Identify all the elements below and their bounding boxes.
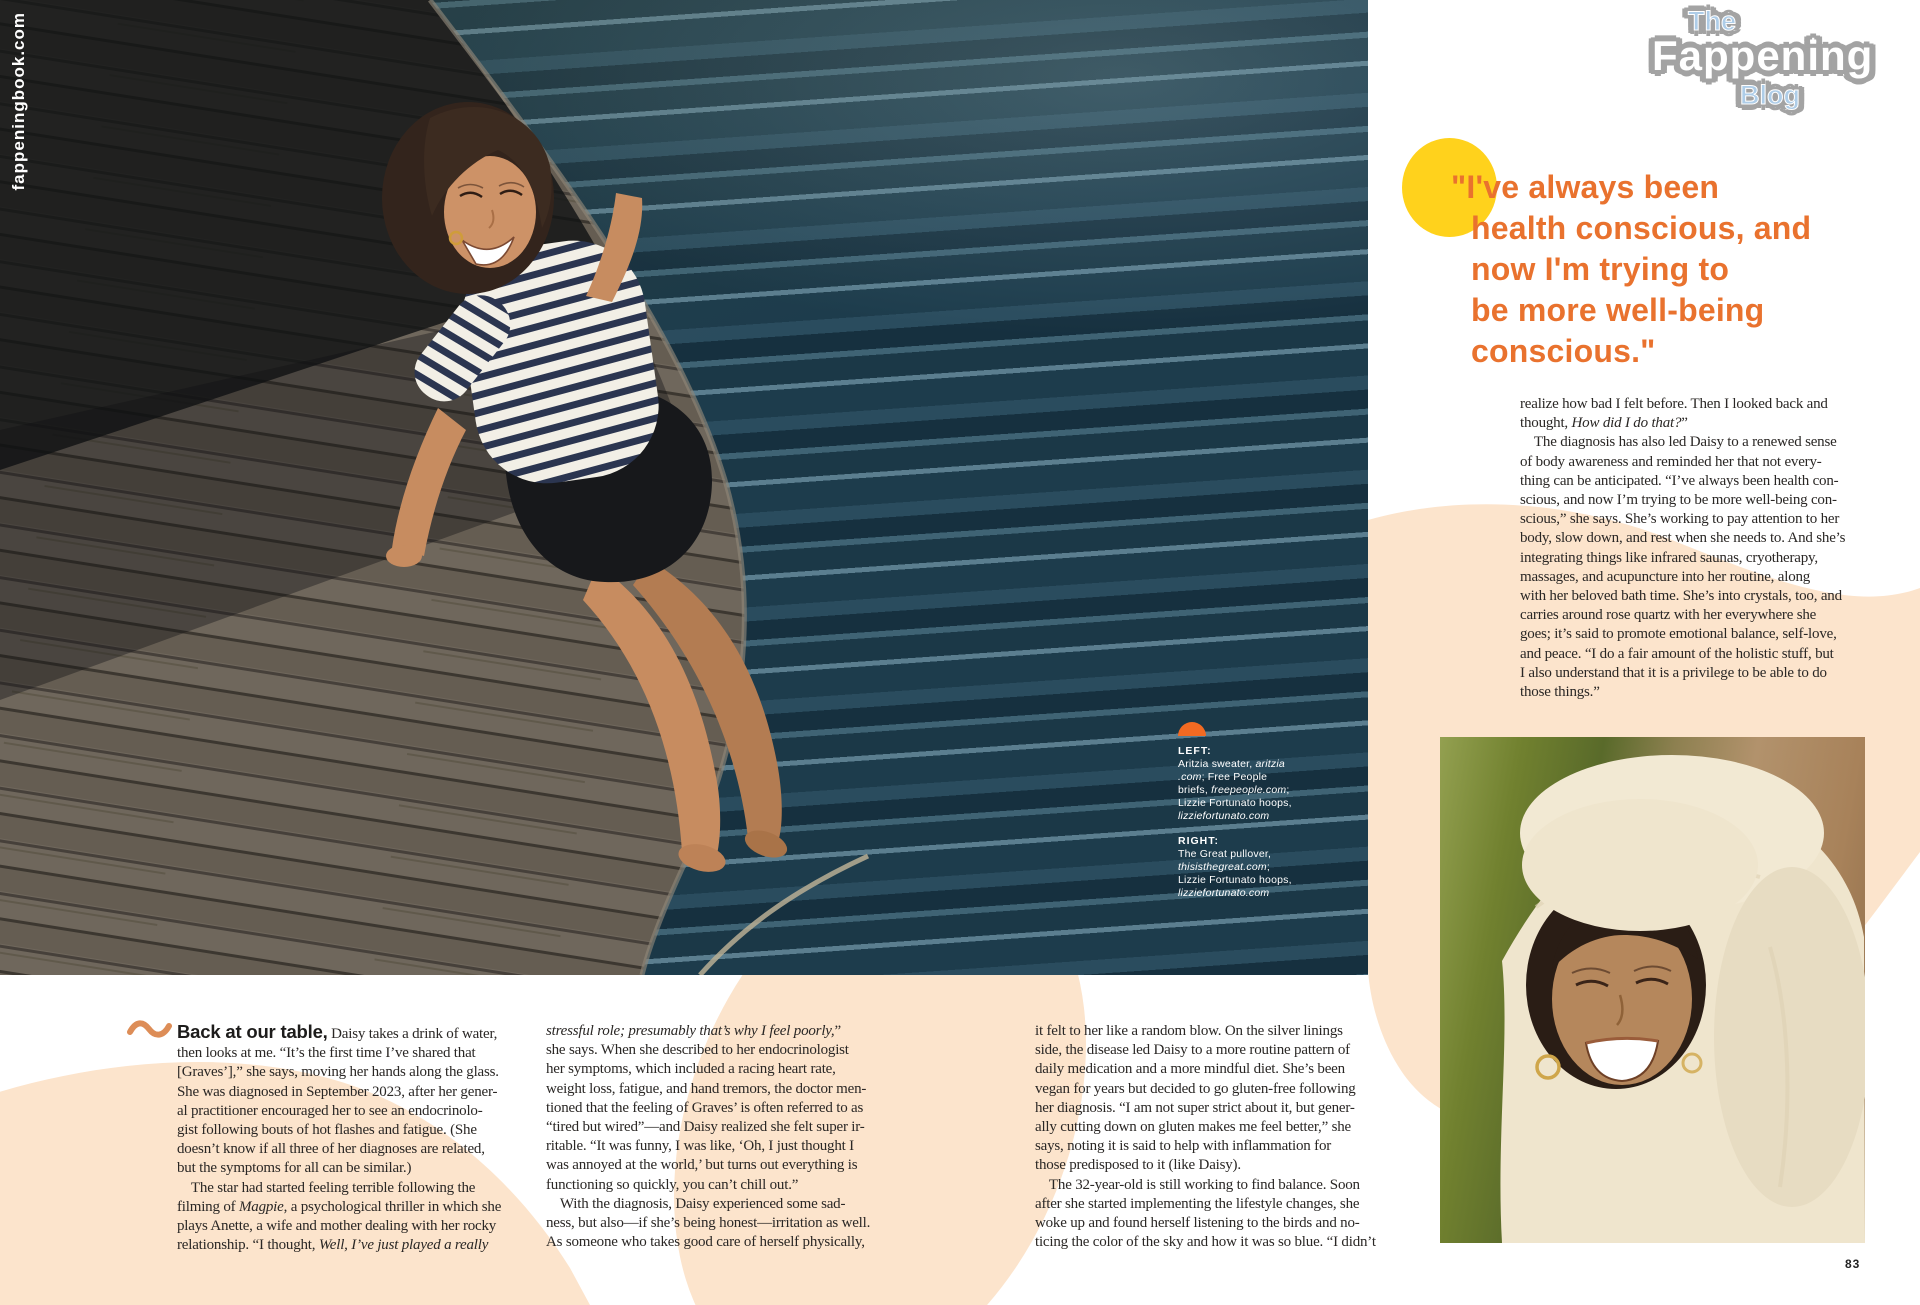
article-column-2 [546, 1022, 896, 1252]
text-line: ritable. “It was funny, I was like, ‘Oh, I just thought I [546, 1138, 854, 1155]
text-line: I also understand that it is a privilege to be able to do [1520, 664, 1827, 681]
fappening-blog-logo [1648, 4, 1878, 122]
text-line: be more well-being [1471, 292, 1765, 328]
page-number: 83 [1845, 1257, 1861, 1271]
text-line: and peace. “I do a fair amount of the holistic stuff, but [1520, 645, 1834, 662]
text-line: realize how bad I felt before. Then I looked back and [1520, 396, 1828, 412]
text-line: thisisthegreat.com; [1178, 861, 1270, 873]
credit-right-label: RIGHT: [1178, 835, 1219, 847]
text-line: those things.” [1520, 684, 1600, 701]
text-line: thought, How did I do that?” [1520, 415, 1688, 432]
photo-smiling-woman [1440, 737, 1865, 1243]
text-line: The Great pullover, [1178, 848, 1272, 860]
orange-semicircle-icon [1178, 722, 1206, 736]
text-line: [Graves’],” she says, moving her hands along the glass. [177, 1064, 499, 1081]
text-line: with her beloved bath time. She’s into crystals, too, and [1520, 588, 1842, 605]
logo-the: The [1688, 6, 1737, 36]
photo-credits [1178, 722, 1308, 912]
text-line: health conscious, and [1471, 210, 1812, 246]
text-line: integrating things like infrared saunas, cryotherapy, [1520, 549, 1818, 566]
text-line: side, the disease led Daisy to a more routine pattern of [1035, 1042, 1350, 1059]
text-line: ally cutting down on gluten makes me feel better,” she [1035, 1119, 1351, 1136]
credit-right-group [1178, 835, 1308, 900]
text-line: plays Anette, a wife and mother dealing with her rocky [177, 1218, 497, 1235]
squiggle-icon [126, 1016, 172, 1042]
text-line: after she started implementing the lifestyle changes, she [1035, 1195, 1360, 1212]
text-line: vegan for years but decided to go gluten-free following [1035, 1080, 1356, 1097]
text-line: .com; Free People [1178, 771, 1268, 783]
text-line: ness, but also—if she’s being honest—irritation as well. [546, 1215, 871, 1232]
text-line: body, slow down, and rest when she needs to. And she’s [1520, 530, 1846, 547]
credit-left-group [1178, 745, 1308, 823]
text-line: stressful role; presumably that’s why I feel poorly,” [546, 1023, 841, 1039]
text-line: “tired but wired”—and Daisy realized she felt super ir- [546, 1119, 865, 1136]
text-line: but the symptoms for all can be similar.) [177, 1160, 412, 1177]
text-line: weight loss, fatigue, and hand tremors, the doctor men- [546, 1080, 867, 1097]
sweater-portrait-art [1440, 737, 1865, 1243]
text-line: As someone who takes good care of herself physically, [546, 1234, 865, 1251]
text-line: those predisposed to it (like Daisy). [1035, 1157, 1241, 1174]
text-line: The star had started feeling terrible following the [177, 1179, 476, 1196]
text-line: she says. When she described to her endocrinologist [546, 1042, 849, 1059]
text-line: She was diagnosed in September 2023, after her gener- [177, 1083, 498, 1100]
text-line: "I've always been [1451, 169, 1720, 205]
text-line: then looks at me. “It’s the first time I’ve shared that [177, 1045, 476, 1062]
watermark-site-url: fappeningbook.com [9, 12, 28, 191]
text-line: scious, and now I’m trying to be more well-being con- [1520, 492, 1837, 509]
text-line: says, noting it is said to help with inflammation for [1035, 1138, 1332, 1155]
text-line: gist following bouts of hot flashes and fatigue. (She [177, 1122, 477, 1139]
text-line: doesn’t know if all three of her diagnoses are related, [177, 1141, 485, 1158]
text-line: al practitioner encouraged her to see an endocrinolo- [177, 1102, 483, 1119]
text-line: Lizzie Fortunato hoops, [1178, 797, 1292, 809]
text-line: Lizzie Fortunato hoops, [1178, 874, 1292, 886]
text-line: scious,” she says. She’s working to pay attention to her [1520, 511, 1840, 528]
rope [700, 856, 868, 975]
text-line: carries around rose quartz with her everywhere she [1520, 607, 1817, 624]
text-line: functioning so quickly, you can’t chill out.” [546, 1176, 799, 1193]
text-line: goes; it’s said to promote emotional balance, self-love, [1520, 626, 1837, 643]
text-line: daily medication and a more mindful diet. She’s been [1035, 1061, 1345, 1078]
text-line: Back at our table, Daisy takes a drink of water, [177, 1021, 498, 1042]
text-line: her symptoms, which included a racing heart rate, [546, 1061, 836, 1078]
text-line: With the diagnosis, Daisy experienced some sad- [546, 1195, 846, 1212]
text-line: thing can be anticipated. “I’ve always been health con- [1520, 472, 1839, 489]
text-line: The 32-year-old is still working to find balance. Soon [1035, 1176, 1360, 1193]
text-line: it felt to her like a random blow. On the silver linings [1035, 1023, 1343, 1039]
logo-fappening: Fappening [1652, 32, 1874, 79]
text-line: woke up and found herself listening to the birds and no- [1035, 1215, 1360, 1232]
text-line: briefs, freepeople.com; [1178, 784, 1290, 796]
text-line: relationship. “I thought, Well, I’ve just played a really [177, 1237, 489, 1254]
text-line: now I'm trying to [1471, 251, 1730, 287]
credit-left-label: LEFT: [1178, 745, 1212, 757]
article-right-column [1520, 395, 1885, 702]
text-line: of body awareness and reminded her that not every- [1520, 453, 1822, 470]
article-column-1 [177, 1022, 527, 1255]
text-line: The diagnosis has also led Daisy to a renewed sense [1520, 434, 1837, 451]
text-line: Aritzia sweater, aritzia [1178, 758, 1285, 770]
text-line: massages, and acupuncture into her routine, along [1520, 568, 1811, 585]
text-line: ticing the color of the sky and how it was so blue. “I didn’t [1035, 1234, 1376, 1251]
text-line: lizziefortunato.com [1178, 810, 1270, 822]
text-line: her diagnosis. “I am not super strict about it, but gener- [1035, 1099, 1355, 1116]
text-line: lizziefortunato.com [1178, 887, 1270, 899]
pull-quote [1451, 167, 1881, 372]
text-line: filming of Magpie, a psychological thriller in which she [177, 1198, 502, 1215]
credit-left-lines [1178, 758, 1308, 823]
text-line: was annoyed at the world,’ but turns out everything is [546, 1157, 858, 1174]
logo-blog: Blog [1740, 80, 1800, 110]
text-line: tioned that the feeling of Graves’ is often referred to as [546, 1099, 864, 1116]
article-column-3 [1035, 1022, 1385, 1252]
text-line: conscious." [1471, 333, 1656, 369]
credit-right-lines [1178, 848, 1308, 900]
